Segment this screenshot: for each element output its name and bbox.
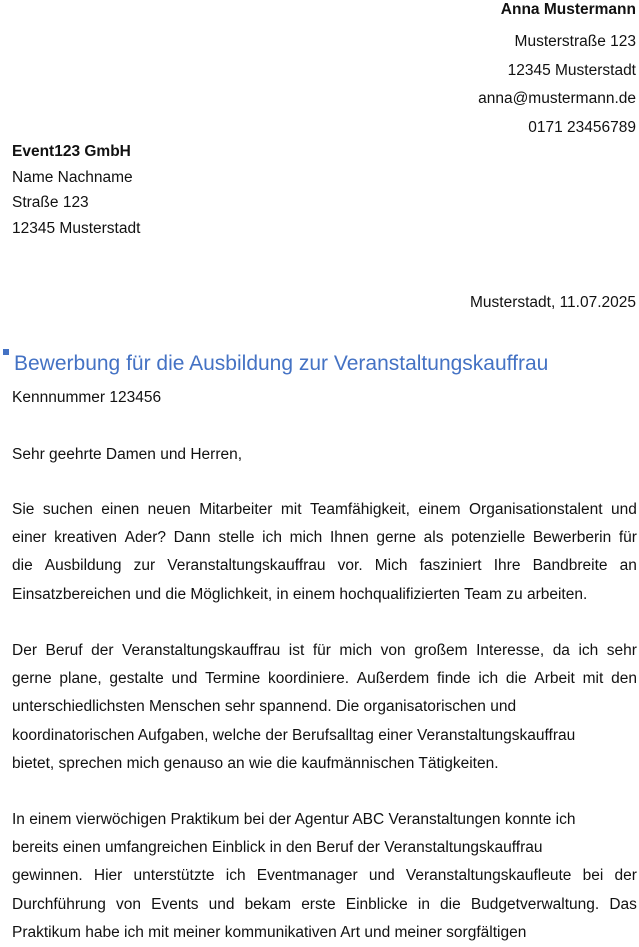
word: Der xyxy=(12,642,37,659)
word: sehr xyxy=(606,642,637,659)
word: finde xyxy=(436,670,471,688)
word: Einblicke xyxy=(345,895,408,913)
word: der xyxy=(91,642,114,659)
word: großem xyxy=(414,642,468,659)
heading-marker xyxy=(3,349,9,355)
word: von xyxy=(380,642,406,659)
paragraph-line: bereits einen umfangreichen Einblick in den Beruf der Veranstaltungskauffrau xyxy=(12,839,543,857)
word: Teamfähigkeit, xyxy=(309,501,410,518)
paragraph-line xyxy=(12,891,637,919)
word: gestalte xyxy=(109,670,164,688)
word: ist xyxy=(288,642,305,659)
word: ich xyxy=(225,867,246,885)
word: Dann xyxy=(173,529,211,547)
word: und xyxy=(368,867,395,885)
word: ich xyxy=(578,642,599,659)
word: und xyxy=(611,501,637,518)
sender-city: 12345 Musterstadt xyxy=(507,61,636,79)
word: Arbeit xyxy=(534,670,575,688)
word: in xyxy=(417,895,430,913)
word: Veranstaltungskauffrau xyxy=(122,642,281,659)
word: da xyxy=(552,642,570,659)
word: neuen xyxy=(147,501,191,518)
word: Außerdem xyxy=(356,670,430,688)
sender-phone: 0171 23456789 xyxy=(528,118,636,136)
word: Budgetverwaltung. xyxy=(470,895,600,913)
word: potenzielle xyxy=(451,529,526,547)
recipient-street: Straße 123 xyxy=(12,194,89,211)
paragraph-line: In einem vierwöchigen Praktikum bei der Agentur ABC Veranstaltungen konnte ich xyxy=(12,811,576,828)
paragraph-line: bietet, sprechen mich genauso an wie die kaufmännischen Tätigkeiten. xyxy=(12,754,499,772)
word: Mitarbeiter xyxy=(199,501,273,518)
word: Ihnen xyxy=(329,529,369,547)
word: Ausbildung xyxy=(44,557,122,575)
reference-number: Kennnummer 123456 xyxy=(12,389,162,406)
recipient-company: Event123 GmbH xyxy=(12,143,131,160)
word: Bewerberin xyxy=(532,529,612,547)
word: für xyxy=(312,642,331,659)
sender-email: anna@mustermann.de xyxy=(478,90,636,107)
word: Ader? xyxy=(124,529,166,547)
word: bekam xyxy=(244,895,292,913)
word: Events xyxy=(151,895,199,913)
word: einen xyxy=(101,501,140,518)
subject-heading: Bewerbung für die Ausbildung zur Veranstaltungskauffrau xyxy=(14,352,549,375)
word: Organisationstalent xyxy=(469,501,603,518)
paragraph-line xyxy=(12,862,637,890)
word: Ihre xyxy=(493,557,521,575)
word: der xyxy=(614,867,637,885)
word: ich xyxy=(262,529,282,547)
word: Mich xyxy=(374,557,408,575)
word: Beruf xyxy=(45,642,83,659)
body-paragraph-3 xyxy=(12,806,637,947)
paragraph-line: Einsatzbereichen und die Möglichkeit, in einem hochqualifizierten Team zu arbeiten. xyxy=(12,585,588,603)
word: plane, xyxy=(59,670,102,688)
word: fasziniert xyxy=(419,557,482,575)
word: von xyxy=(116,895,142,913)
word: gerne xyxy=(376,529,417,547)
word: einer xyxy=(12,529,47,547)
body-paragraph-2 xyxy=(12,637,637,778)
letter-date: Musterstadt, 11.07.2025 xyxy=(469,294,636,311)
word: bei xyxy=(582,867,604,885)
paragraph-line: Praktikum habe ich mit meiner kommunikativen Art und meiner sorgfältigen xyxy=(12,923,527,941)
paragraph-line xyxy=(12,524,637,552)
word: suchen xyxy=(42,501,93,518)
recipient-city: 12345 Musterstadt xyxy=(12,219,141,237)
word: mit xyxy=(582,670,604,688)
body-paragraph-1 xyxy=(12,496,637,609)
word: Veranstaltungskaufleute xyxy=(405,867,572,885)
word: vor. xyxy=(337,557,363,575)
word: Interesse, xyxy=(476,642,545,659)
salutation: Sehr geehrte Damen und Herren, xyxy=(12,446,243,463)
word: die xyxy=(12,557,33,575)
word: Das xyxy=(609,895,637,913)
word: erste xyxy=(301,895,336,913)
word: Durchführung xyxy=(12,895,106,913)
word: stelle xyxy=(218,529,255,547)
word: Bandbreite xyxy=(532,557,608,575)
word: die xyxy=(440,895,461,913)
word: mit xyxy=(280,501,302,518)
paragraph-line xyxy=(12,665,637,693)
paragraph-line xyxy=(12,552,637,580)
word: Termine xyxy=(205,670,261,688)
word: gerne xyxy=(12,670,52,688)
word: kreativen xyxy=(54,529,117,547)
sender-name: Anna Mustermann xyxy=(500,1,636,18)
word: als xyxy=(423,529,444,547)
word: Veranstaltungskauffrau xyxy=(167,557,326,575)
recipient-address xyxy=(12,139,140,241)
word: mich xyxy=(339,642,373,659)
word: unterstützte xyxy=(133,867,215,885)
word: an xyxy=(619,557,637,575)
word: gewinnen. xyxy=(12,867,83,885)
paragraph-line xyxy=(12,496,637,524)
recipient-contact: Name Nachname xyxy=(12,168,133,186)
word: Hier xyxy=(93,867,123,885)
sender-address xyxy=(478,0,636,142)
word: mich xyxy=(289,529,323,547)
word: und xyxy=(208,895,235,913)
word: Eventmanager xyxy=(256,867,358,885)
word: koordiniere. xyxy=(268,670,350,688)
word: die xyxy=(505,670,527,688)
word: einem xyxy=(418,501,461,518)
sender-street: Musterstraße 123 xyxy=(514,33,636,50)
word: ich xyxy=(478,670,499,688)
word: Sie xyxy=(12,501,35,518)
paragraph-line: koordinatorischen Aufgaben, welche der Berufsalltag einer Veranstaltungskauffrau xyxy=(12,726,576,744)
paragraph-line: unterschiedlichsten Menschen sehr spannend. Die organisatorischen und xyxy=(12,698,517,716)
word: für xyxy=(618,529,637,547)
word: zur xyxy=(133,557,156,575)
word: und xyxy=(171,670,198,688)
paragraph-line xyxy=(12,637,637,665)
word: den xyxy=(611,670,637,688)
